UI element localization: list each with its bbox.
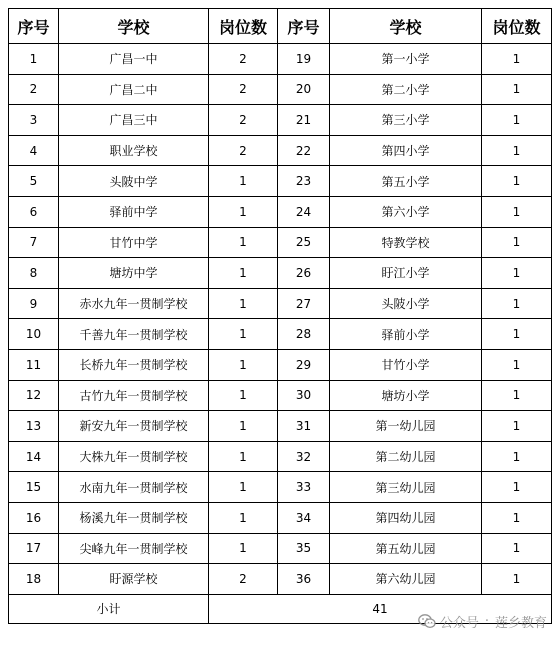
table-row [9,411,552,442]
cell-index-right: 28 [278,319,330,350]
cell-school-left: 千善九年一贯制学校 [59,319,209,350]
cell-school-right: 第六幼儿园 [330,564,482,595]
cell-positions-right: 1 [482,380,552,411]
cell-positions-left: 1 [209,533,278,564]
cell-index-right: 31 [278,411,330,442]
cell-index-left: 17 [9,533,59,564]
cell-school-left: 赤水九年一贯制学校 [59,288,209,319]
cell-school-right: 第三幼儿园 [330,472,482,503]
cell-index-right: 26 [278,258,330,289]
cell-index-left: 10 [9,319,59,350]
table-row [9,258,552,289]
table-row [9,533,552,564]
cell-positions-left: 2 [209,44,278,75]
table-row [9,502,552,533]
cell-positions-left: 1 [209,227,278,258]
cell-positions-left: 1 [209,258,278,289]
cell-positions-right: 1 [482,472,552,503]
cell-index-left: 11 [9,349,59,380]
cell-index-left: 2 [9,74,59,105]
cell-school-right: 驿前小学 [330,319,482,350]
table-row [9,105,552,136]
table-row [9,441,552,472]
cell-school-right: 第一小学 [330,44,482,75]
cell-positions-right: 1 [482,258,552,289]
cell-school-right: 头陂小学 [330,288,482,319]
table-row [9,288,552,319]
cell-positions-left: 1 [209,411,278,442]
cell-school-left: 职业学校 [59,135,209,166]
cell-positions-right: 1 [482,502,552,533]
cell-index-left: 8 [9,258,59,289]
total-value: 41 [209,594,552,623]
cell-positions-right: 1 [482,227,552,258]
cell-school-left: 尖峰九年一贯制学校 [59,533,209,564]
cell-index-right: 24 [278,196,330,227]
header-school-right: 学校 [330,9,482,44]
table-body [9,44,552,595]
cell-positions-left: 2 [209,135,278,166]
cell-positions-left: 1 [209,441,278,472]
total-label: 小计 [9,594,209,623]
cell-index-right: 23 [278,166,330,197]
cell-index-left: 14 [9,441,59,472]
table-row [9,319,552,350]
table-row [9,166,552,197]
cell-index-left: 15 [9,472,59,503]
cell-index-left: 6 [9,196,59,227]
cell-positions-left: 1 [209,288,278,319]
table-row [9,472,552,503]
watermark [418,612,547,631]
cell-positions-right: 1 [482,288,552,319]
cell-school-left: 广昌三中 [59,105,209,136]
header-positions-left: 岗位数 [209,9,278,44]
wechat-icon [418,614,436,629]
cell-index-left: 13 [9,411,59,442]
cell-positions-right: 1 [482,166,552,197]
cell-index-right: 21 [278,105,330,136]
cell-index-left: 4 [9,135,59,166]
cell-school-left: 盱源学校 [59,564,209,595]
cell-positions-left: 1 [209,166,278,197]
cell-positions-left: 2 [209,74,278,105]
cell-school-right: 甘竹小学 [330,349,482,380]
cell-positions-right: 1 [482,44,552,75]
cell-school-right: 塘坊小学 [330,380,482,411]
cell-index-right: 25 [278,227,330,258]
positions-table [8,8,552,624]
cell-school-left: 水南九年一贯制学校 [59,472,209,503]
cell-school-left: 头陂中学 [59,166,209,197]
cell-index-right: 36 [278,564,330,595]
table-row [9,196,552,227]
cell-school-right: 第六小学 [330,196,482,227]
cell-school-left: 塘坊中学 [59,258,209,289]
table-row [9,349,552,380]
cell-positions-right: 1 [482,135,552,166]
cell-index-right: 32 [278,441,330,472]
cell-positions-left: 2 [209,564,278,595]
cell-index-left: 12 [9,380,59,411]
cell-positions-right: 1 [482,319,552,350]
cell-index-right: 22 [278,135,330,166]
cell-index-left: 1 [9,44,59,75]
cell-school-right: 第二幼儿园 [330,441,482,472]
cell-index-right: 34 [278,502,330,533]
cell-school-left: 驿前中学 [59,196,209,227]
cell-school-left: 杨溪九年一贯制学校 [59,502,209,533]
cell-positions-left: 1 [209,319,278,350]
cell-positions-right: 1 [482,441,552,472]
cell-school-right: 第一幼儿园 [330,411,482,442]
cell-index-left: 3 [9,105,59,136]
cell-index-left: 7 [9,227,59,258]
cell-school-left: 广昌一中 [59,44,209,75]
header-index-right: 序号 [278,9,330,44]
cell-school-right: 第五幼儿园 [330,533,482,564]
watermark-account: 莲乡教育 [494,616,547,631]
cell-positions-right: 1 [482,105,552,136]
cell-positions-left: 1 [209,196,278,227]
cell-positions-left: 1 [209,380,278,411]
cell-index-right: 35 [278,533,330,564]
watermark-source: 公众号 [439,616,479,631]
cell-school-left: 大株九年一贯制学校 [59,441,209,472]
header-index-left: 序号 [9,9,59,44]
table-row [9,74,552,105]
cell-positions-left: 1 [209,349,278,380]
table-row [9,44,552,75]
cell-positions-left: 1 [209,502,278,533]
cell-index-right: 29 [278,349,330,380]
cell-positions-right: 1 [482,196,552,227]
cell-positions-right: 1 [482,411,552,442]
cell-index-left: 16 [9,502,59,533]
cell-index-right: 27 [278,288,330,319]
cell-positions-left: 1 [209,472,278,503]
header-school-left: 学校 [59,9,209,44]
cell-school-left: 甘竹中学 [59,227,209,258]
table-row [9,135,552,166]
cell-school-right: 第四幼儿园 [330,502,482,533]
cell-school-right: 特教学校 [330,227,482,258]
cell-school-left: 古竹九年一贯制学校 [59,380,209,411]
cell-positions-left: 2 [209,105,278,136]
cell-index-right: 33 [278,472,330,503]
cell-positions-right: 1 [482,533,552,564]
table-header-row [9,9,552,44]
cell-school-right: 第五小学 [330,166,482,197]
table-row [9,227,552,258]
header-positions-right: 岗位数 [482,9,552,44]
cell-index-left: 5 [9,166,59,197]
cell-index-left: 18 [9,564,59,595]
cell-school-right: 盱江小学 [330,258,482,289]
cell-index-right: 19 [278,44,330,75]
cell-school-right: 第三小学 [330,105,482,136]
cell-positions-right: 1 [482,564,552,595]
watermark-separator: · [484,614,489,629]
cell-positions-right: 1 [482,74,552,105]
cell-school-right: 第四小学 [330,135,482,166]
cell-index-right: 30 [278,380,330,411]
cell-school-left: 新安九年一贯制学校 [59,411,209,442]
table-row [9,564,552,595]
cell-school-left: 长桥九年一贯制学校 [59,349,209,380]
table-row [9,380,552,411]
cell-positions-right: 1 [482,349,552,380]
cell-school-left: 广昌二中 [59,74,209,105]
cell-index-right: 20 [278,74,330,105]
cell-index-left: 9 [9,288,59,319]
cell-school-right: 第二小学 [330,74,482,105]
